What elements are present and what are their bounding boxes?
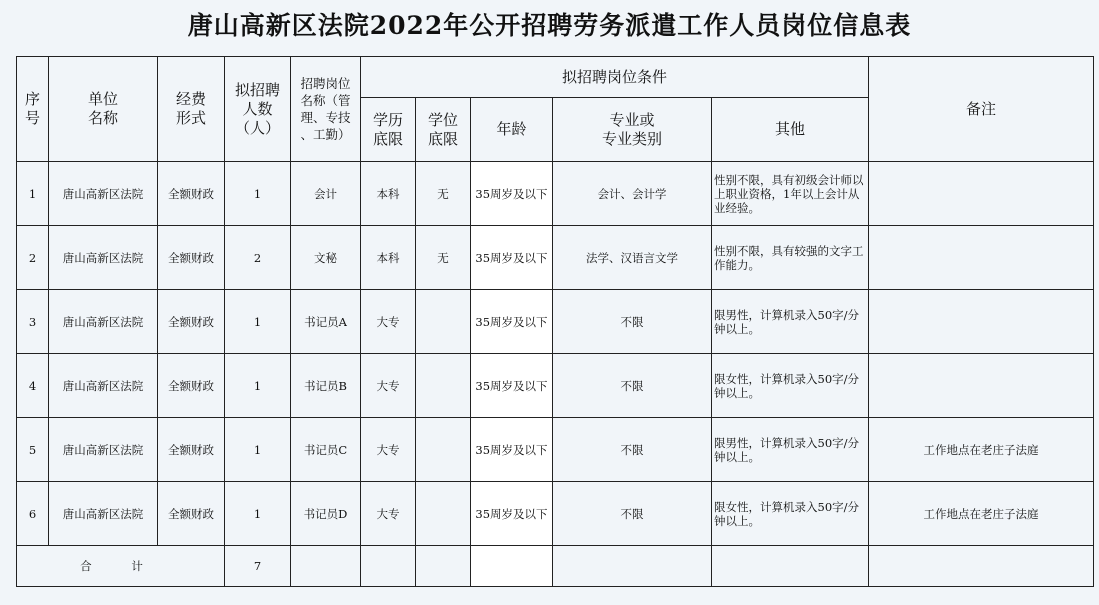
header-age: 年龄 <box>471 98 553 162</box>
cell-position: 书记员A <box>291 290 361 354</box>
cell-other: 性别不限，具有初级会计师以上职业资格，1年以上会计从业经验。 <box>712 162 869 226</box>
header-count: 拟招聘 人数 （人） <box>225 57 291 162</box>
header-conditions: 拟招聘岗位条件 <box>361 57 869 98</box>
total-row <box>17 546 1094 587</box>
cell-seq: 6 <box>17 482 49 546</box>
header-other: 其他 <box>712 98 869 162</box>
cell-degree <box>416 354 471 418</box>
cell-major: 不限 <box>553 482 712 546</box>
cell-count: 2 <box>225 226 291 290</box>
cell-unit: 唐山高新区法院 <box>49 162 158 226</box>
cell-seq: 5 <box>17 418 49 482</box>
cell-seq: 2 <box>17 226 49 290</box>
table-row <box>17 354 1094 418</box>
page-title: 唐山高新区法院2022年公开招聘劳务派遣工作人员岗位信息表 <box>187 11 912 40</box>
cell-degree <box>416 418 471 482</box>
cell-education: 大专 <box>361 418 416 482</box>
cell-remark <box>869 354 1094 418</box>
cell-seq: 4 <box>17 354 49 418</box>
cell-unit: 唐山高新区法院 <box>49 354 158 418</box>
cell-education: 大专 <box>361 290 416 354</box>
cell-age: 35周岁及以下 <box>471 290 553 354</box>
cell-degree: 无 <box>416 226 471 290</box>
recruitment-table <box>16 56 1094 587</box>
cell-major: 不限 <box>553 354 712 418</box>
cell-count: 1 <box>225 482 291 546</box>
header-unit: 单位 名称 <box>49 57 158 162</box>
cell-other: 限女性，计算机录入50字/分钟以上。 <box>712 482 869 546</box>
table-row <box>17 226 1094 290</box>
cell-degree <box>416 290 471 354</box>
cell-unit: 唐山高新区法院 <box>49 290 158 354</box>
header-degree: 学位 底限 <box>416 98 471 162</box>
cell-unit: 唐山高新区法院 <box>49 226 158 290</box>
cell-unit: 唐山高新区法院 <box>49 482 158 546</box>
cell-major: 会计、会计学 <box>553 162 712 226</box>
total-label: 合 计 <box>17 546 225 587</box>
cell-empty <box>712 546 869 587</box>
cell-count: 1 <box>225 290 291 354</box>
cell-education: 本科 <box>361 226 416 290</box>
header-education: 学历 底限 <box>361 98 416 162</box>
cell-age: 35周岁及以下 <box>471 162 553 226</box>
cell-degree <box>416 482 471 546</box>
cell-count: 1 <box>225 418 291 482</box>
cell-major: 法学、汉语言文学 <box>553 226 712 290</box>
cell-empty <box>553 546 712 587</box>
table-row <box>17 482 1094 546</box>
total-count: 7 <box>225 546 291 587</box>
cell-position: 书记员D <box>291 482 361 546</box>
cell-remark <box>869 290 1094 354</box>
cell-seq: 1 <box>17 162 49 226</box>
cell-funding: 全额财政 <box>158 354 225 418</box>
header-major: 专业或 专业类别 <box>553 98 712 162</box>
cell-funding: 全额财政 <box>158 226 225 290</box>
cell-empty <box>869 546 1094 587</box>
cell-remark: 工作地点在老庄子法庭 <box>869 418 1094 482</box>
cell-funding: 全额财政 <box>158 290 225 354</box>
cell-funding: 全额财政 <box>158 482 225 546</box>
cell-funding: 全额财政 <box>158 162 225 226</box>
cell-major: 不限 <box>553 418 712 482</box>
cell-position: 书记员C <box>291 418 361 482</box>
cell-major: 不限 <box>553 290 712 354</box>
header-funding: 经费 形式 <box>158 57 225 162</box>
cell-empty <box>416 546 471 587</box>
cell-other: 性别不限，具有较强的文字工作能力。 <box>712 226 869 290</box>
cell-position: 会计 <box>291 162 361 226</box>
cell-remark: 工作地点在老庄子法庭 <box>869 482 1094 546</box>
cell-unit: 唐山高新区法院 <box>49 418 158 482</box>
cell-remark <box>869 226 1094 290</box>
cell-position: 书记员B <box>291 354 361 418</box>
cell-count: 1 <box>225 354 291 418</box>
cell-empty <box>361 546 416 587</box>
cell-age: 35周岁及以下 <box>471 418 553 482</box>
header-seq: 序 号 <box>17 57 49 162</box>
table-row <box>17 290 1094 354</box>
cell-degree: 无 <box>416 162 471 226</box>
cell-age: 35周岁及以下 <box>471 354 553 418</box>
cell-education: 大专 <box>361 354 416 418</box>
cell-empty <box>471 546 553 587</box>
cell-position: 文秘 <box>291 226 361 290</box>
table-row <box>17 418 1094 482</box>
table-row <box>17 162 1094 226</box>
header-position: 招聘岗位 名称（管 理、专技 、工勤） <box>291 57 361 162</box>
cell-empty <box>291 546 361 587</box>
cell-count: 1 <box>225 162 291 226</box>
cell-other: 限男性，计算机录入50字/分钟以上。 <box>712 418 869 482</box>
cell-age: 35周岁及以下 <box>471 482 553 546</box>
cell-other: 限男性，计算机录入50字/分钟以上。 <box>712 290 869 354</box>
cell-remark <box>869 162 1094 226</box>
cell-age: 35周岁及以下 <box>471 226 553 290</box>
header-remark: 备注 <box>869 57 1094 162</box>
cell-other: 限女性，计算机录入50字/分钟以上。 <box>712 354 869 418</box>
cell-funding: 全额财政 <box>158 418 225 482</box>
cell-education: 大专 <box>361 482 416 546</box>
cell-seq: 3 <box>17 290 49 354</box>
cell-education: 本科 <box>361 162 416 226</box>
